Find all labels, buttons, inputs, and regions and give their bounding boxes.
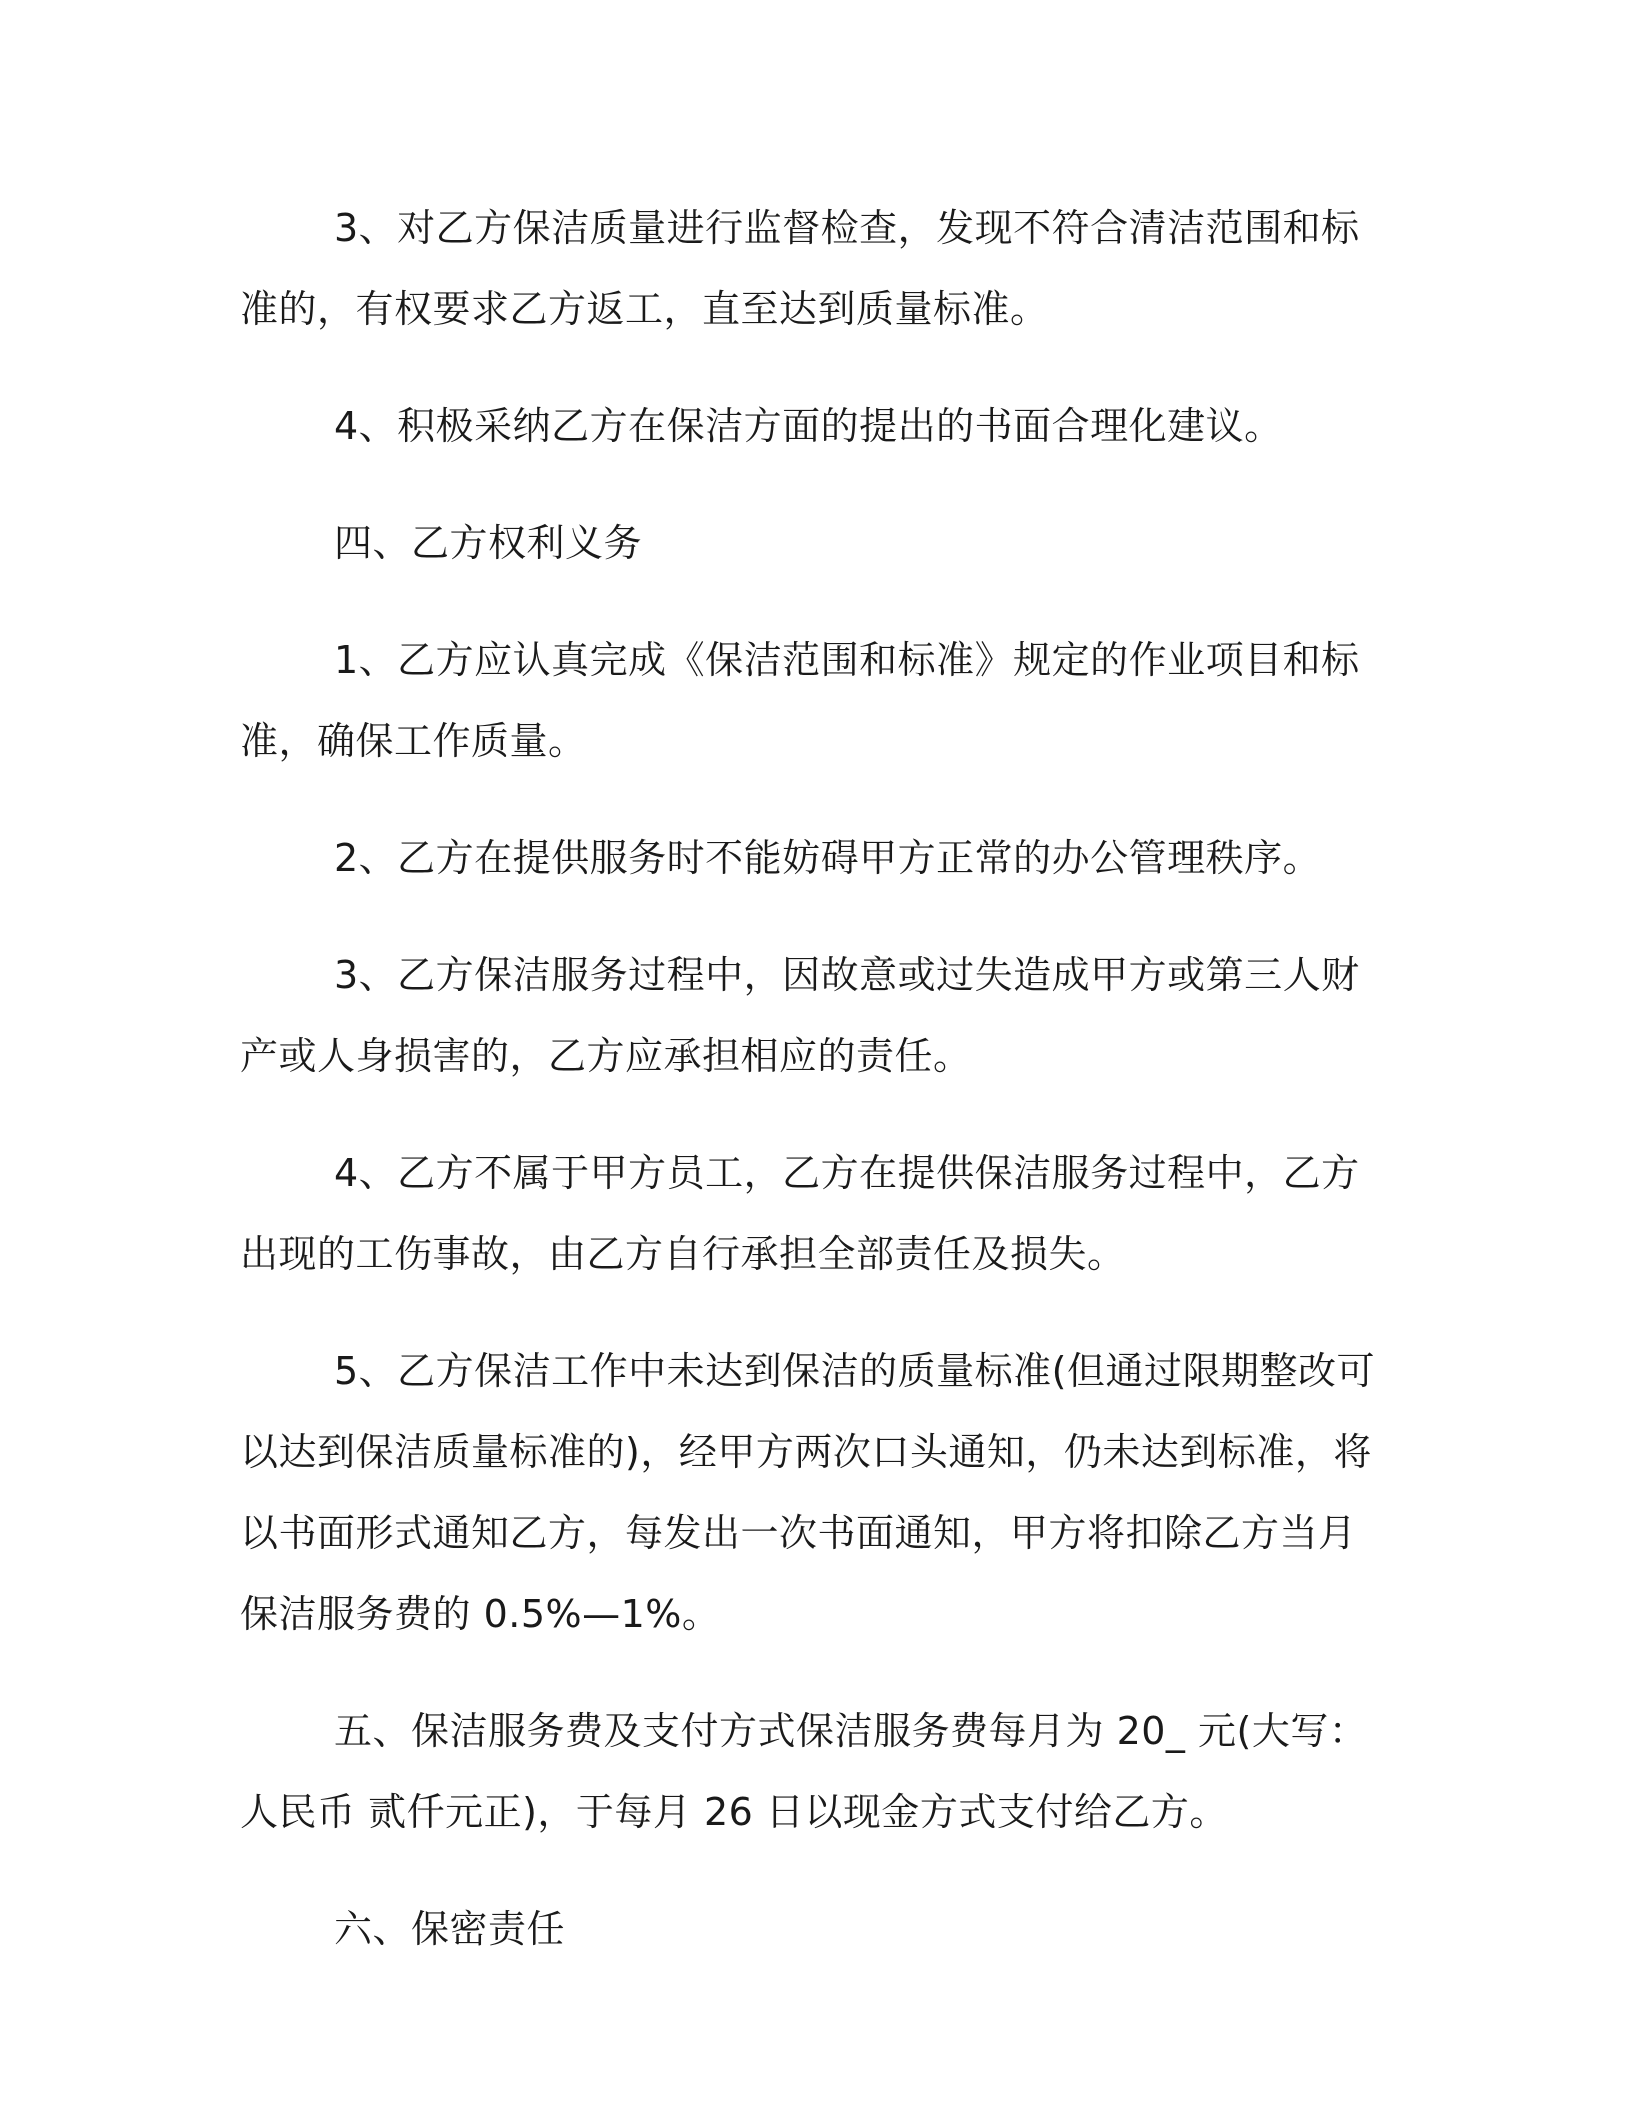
- section-heading-service-fee: 五、保洁服务费及支付方式保洁服务费每月为 20_ 元(大写：人民币 贰仟元正)，于每月 26 日以现金方式支付给乙方。: [240, 1709, 1368, 1834]
- paragraph-party-a-duty-4: 4、积极采纳乙方在保洁方面的提出的书面合理化建议。: [334, 404, 1283, 448]
- paragraph-party-a-duty-3: 3、对乙方保洁质量进行监督检查，发现不符合清洁范围和标准的，有权要求乙方返工，直至达到质量标准。: [240, 206, 1360, 331]
- paragraph-party-b-duty-3: 3、乙方保洁服务过程中，因故意或过失造成甲方或第三人财产或人身损害的，乙方应承担相应的责任。: [240, 953, 1360, 1078]
- paragraph-party-b-duty-2: 2、乙方在提供服务时不能妨碍甲方正常的办公管理秩序。: [334, 836, 1322, 880]
- document-body: [240, 188, 1390, 2006]
- paragraph-party-b-duty-1: 1、乙方应认真完成《保洁范围和标准》规定的作业项目和标准，确保工作质量。: [240, 638, 1360, 763]
- paragraph-party-b-duty-5: 5、乙方保洁工作中未达到保洁的质量标准(但通过限期整改可以达到保洁质量标准的)，经甲方两次口头通知，仍未达到标准，将以书面形式通知乙方，每发出一次书面通知，甲方将扣除乙方当月保洁服务费的 0.5%—1%。: [240, 1349, 1376, 1636]
- paragraph-party-b-duty-4: 4、乙方不属于甲方员工，乙方在提供保洁服务过程中，乙方出现的工伤事故，由乙方自行承担全部责任及损失。: [240, 1151, 1360, 1276]
- section-heading-confidentiality: 六、保密责任: [334, 1907, 566, 1951]
- section-heading-party-b-rights: 四、乙方权利义务: [334, 521, 643, 565]
